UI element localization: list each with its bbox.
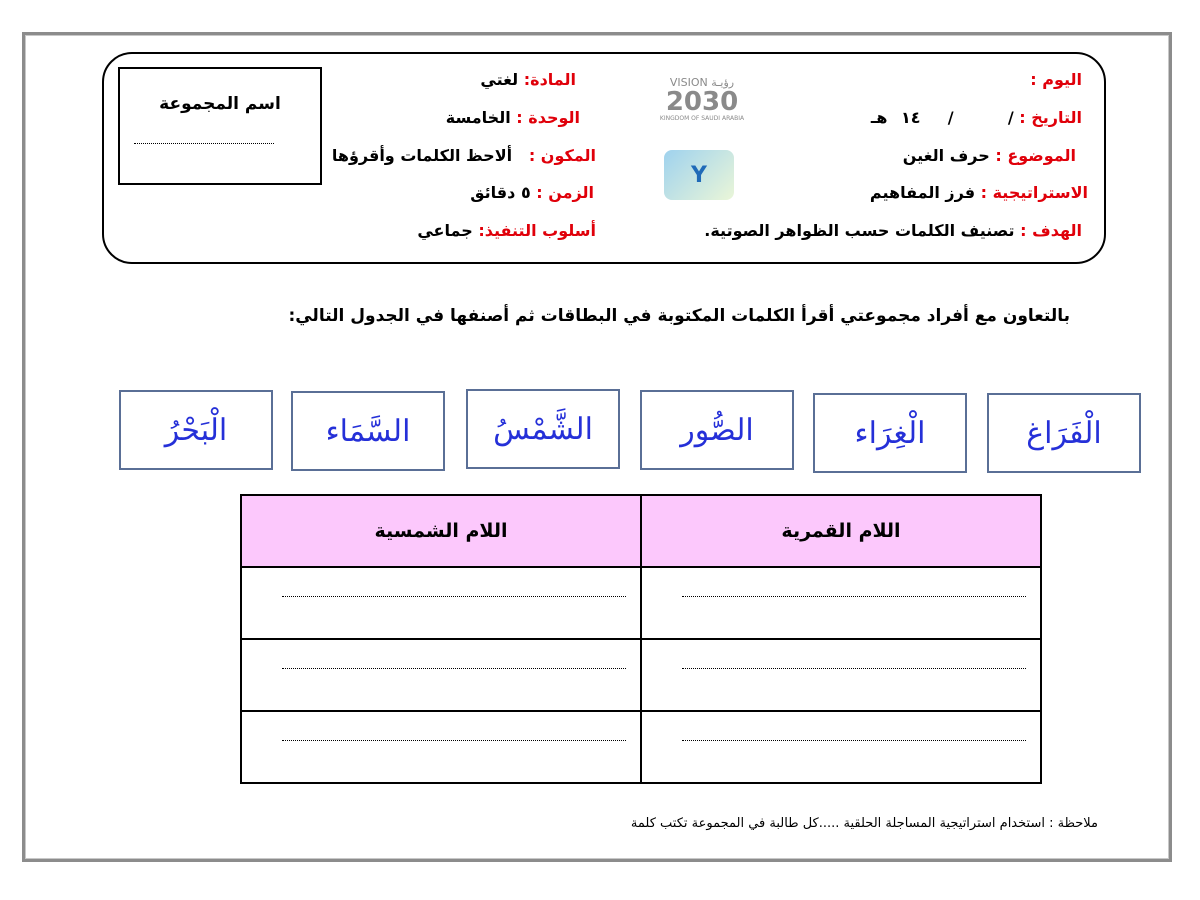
method-field: أسلوب التنفيذ: جماعي — [417, 221, 596, 240]
vision-2030-logo: VISION رؤيـة 2030 KINGDOM OF SAUDI ARABIA — [659, 76, 745, 122]
answer-cell[interactable] — [641, 711, 1041, 783]
goal-field: الهدف : تصنيف الكلمات حسب الظواهر الصوتية. — [704, 221, 1082, 240]
unit-field: الوحدة : الخامسة — [445, 108, 580, 127]
group-name-label: اسم المجموعة — [159, 94, 281, 114]
component-field: المكون : ألاحظ الكلمات وأقرؤها — [331, 146, 596, 165]
answer-cell[interactable] — [241, 711, 641, 783]
note-text: ملاحظة : استخدام استراتيجية المساجلة الحلقية .....كل طالبة في المجموعة تكتب كلمة — [630, 816, 1098, 831]
time-field: الزمن : ٥ دقائق — [470, 183, 594, 202]
word-card[interactable]: الْبَحْرُ — [119, 390, 273, 470]
answer-cell[interactable] — [641, 639, 1041, 711]
subject-field: المادة: لغتي — [480, 70, 576, 89]
header-moon-lam: اللام القمرية — [641, 495, 1041, 567]
word-card[interactable]: الشَّمْسُ — [466, 389, 620, 469]
group-name-box — [118, 67, 322, 185]
instruction-text: بالتعاون مع أفراد مجموعتي أقرأ الكلمات المكتوبة في البطاقات ثم أصنفها في الجدول التالي: — [288, 306, 1070, 326]
word-card[interactable]: الْغِرَاء — [813, 393, 967, 473]
word-card[interactable]: الصُّور — [640, 390, 794, 470]
answer-cell[interactable] — [241, 567, 641, 639]
day-field: اليوم : — [1030, 70, 1082, 89]
word-card[interactable]: السَّمَاء — [291, 391, 445, 471]
active-learning-logo: Y — [664, 150, 734, 200]
answer-cell[interactable] — [641, 567, 1041, 639]
topic-field: الموضوع : حرف الغين — [902, 146, 1076, 165]
classification-table — [240, 494, 1042, 784]
answer-cell[interactable] — [241, 639, 641, 711]
header-sun-lam: اللام الشمسية — [241, 495, 641, 567]
group-name-blank[interactable] — [134, 143, 274, 144]
strategy-field: الاستراتيجية : فرز المفاهيم — [869, 183, 1088, 202]
date-field: التاريخ : / / ١٤ هـ — [870, 108, 1082, 127]
word-card[interactable]: الْفَرَاغ — [987, 393, 1141, 473]
